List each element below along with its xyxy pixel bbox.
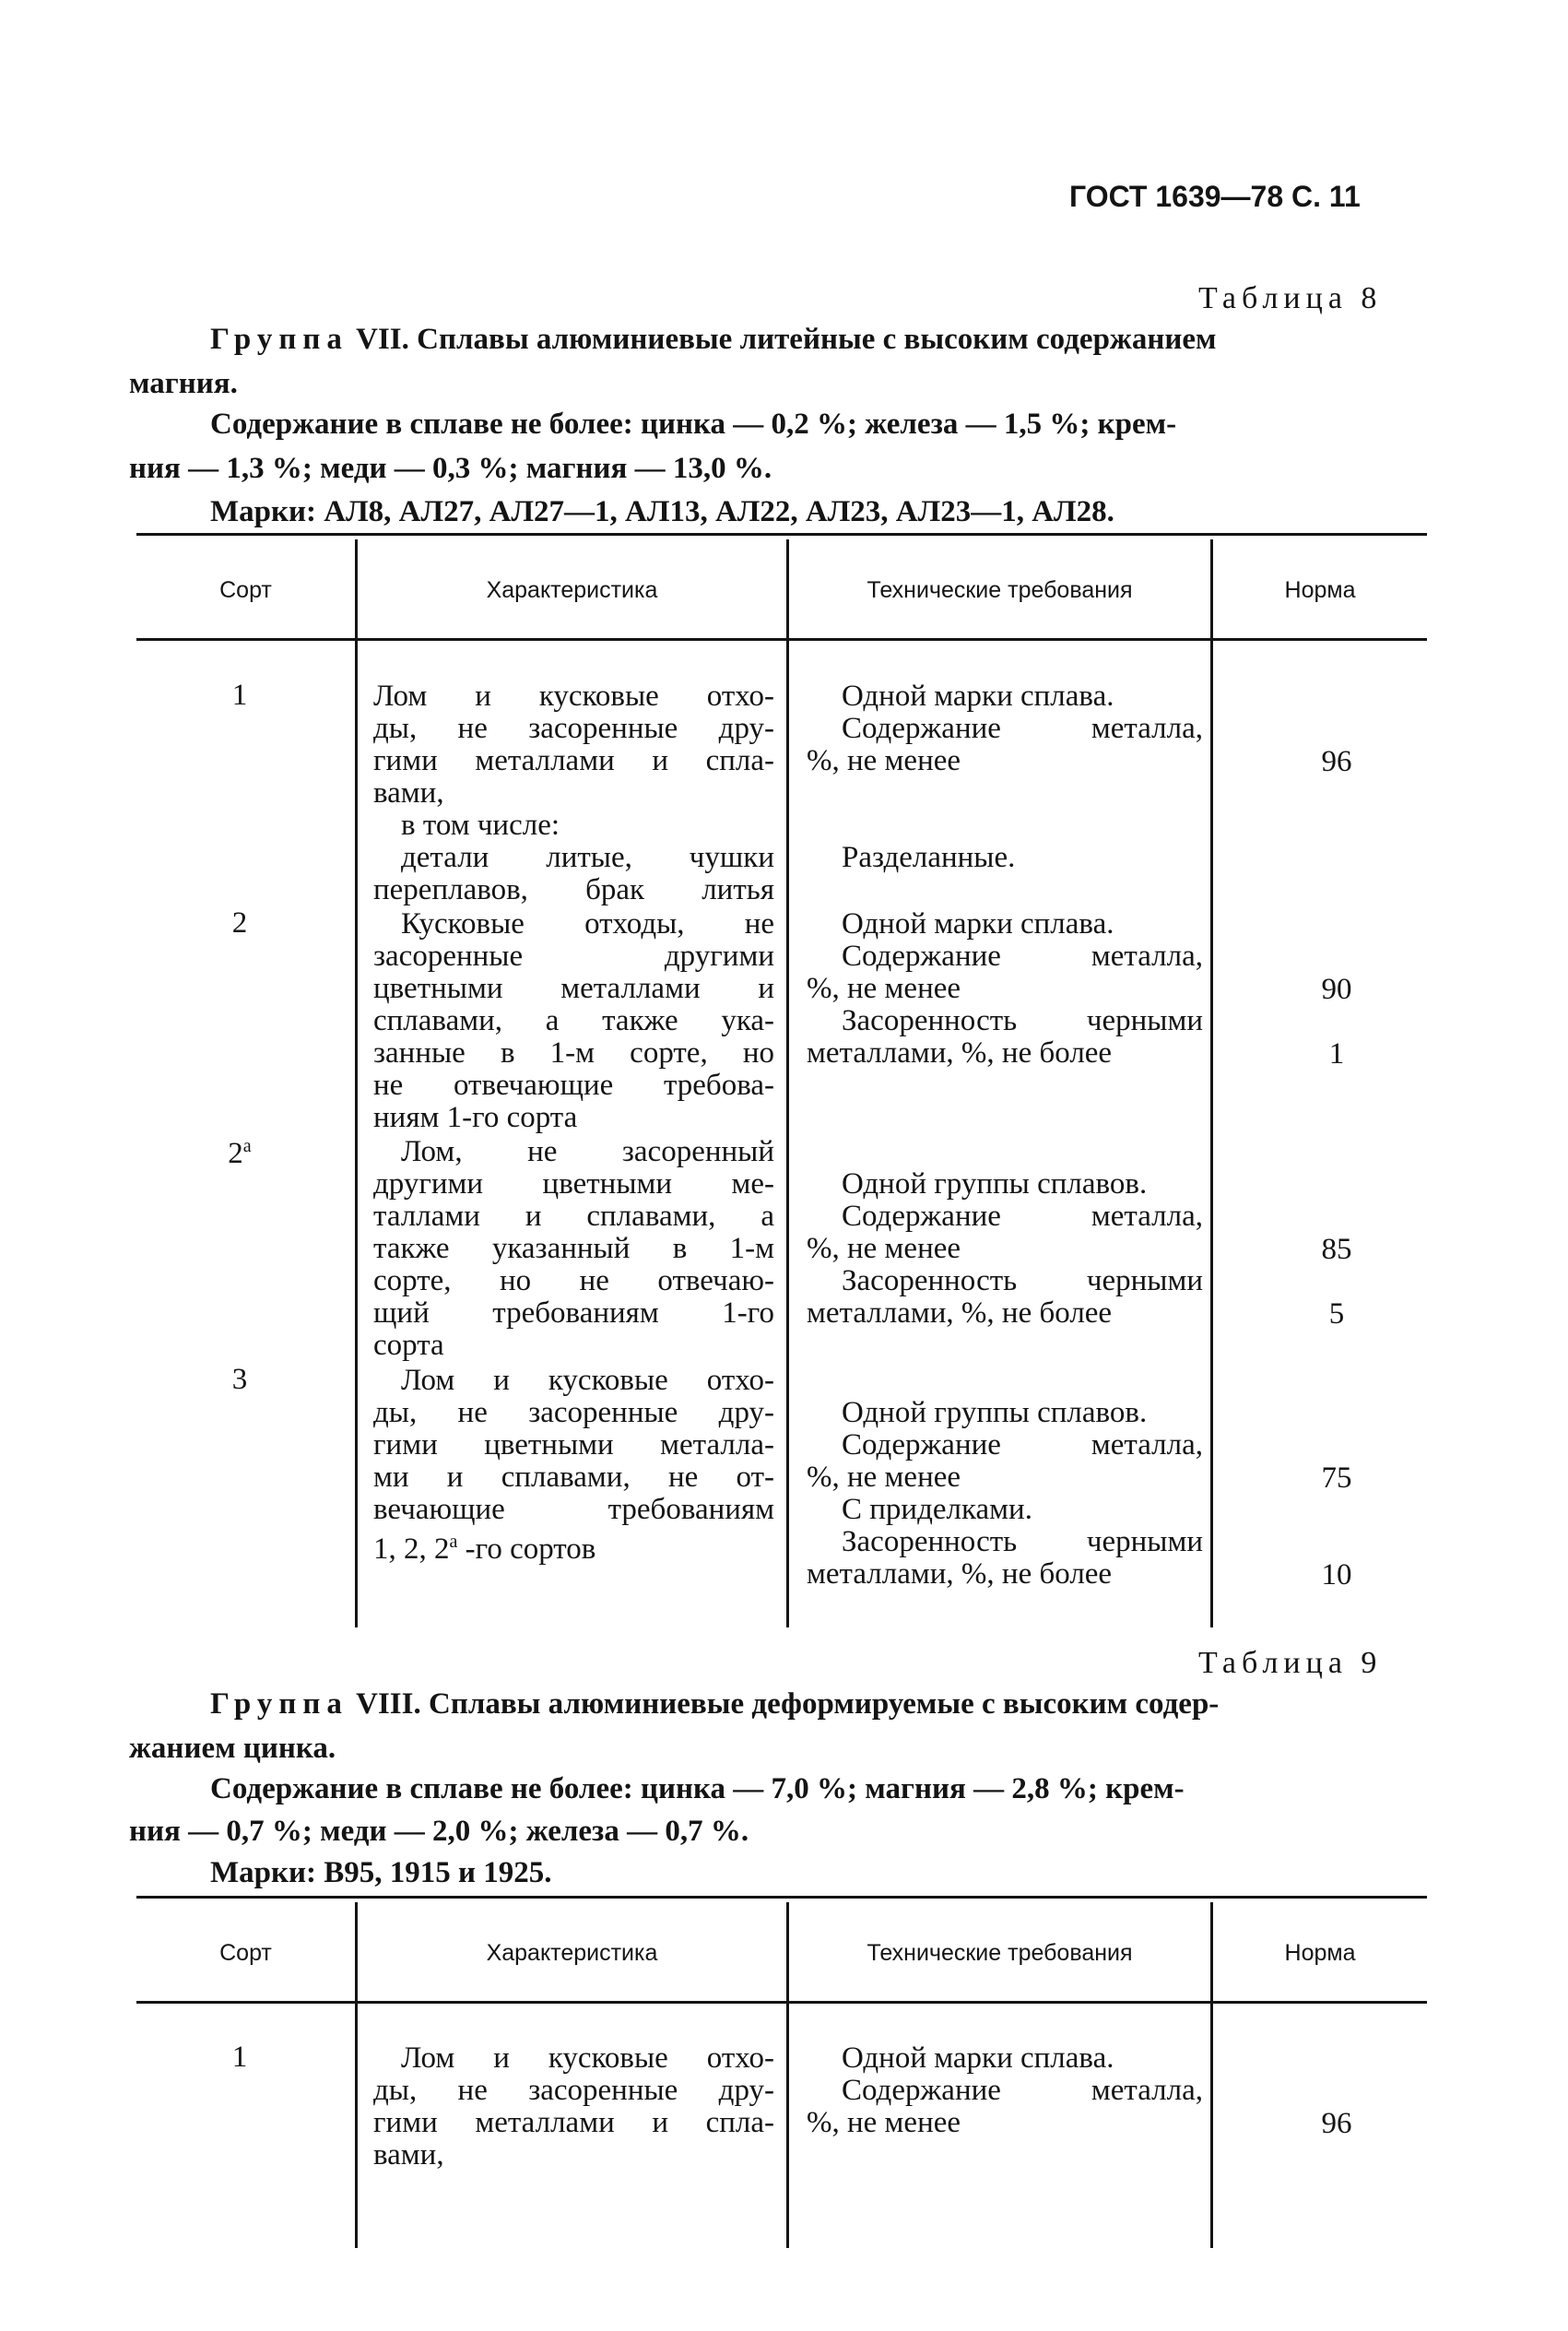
table8-row1-norm: 96 [1321, 745, 1352, 778]
table8-group-heading [210, 323, 1427, 357]
table9-top-rule [136, 1896, 1427, 1899]
table9-row1-norm: 96 [1321, 2107, 1352, 2140]
table8-header-requirements: Технические требования [867, 577, 1133, 603]
table8-row2-requirements: Одной марки сплава. Содержание металла, %, не менее Засоренность черными металлами, %, не более [807, 907, 1203, 1070]
table8-row3-norm-iron: 5 [1328, 1297, 1345, 1331]
table9-row1-characteristic: Лом и кусковые отхо- ды, не засоренные дру- гими металлами и спла- вами, [373, 2041, 774, 2171]
table9-grades: Марки: В95, 1915 и 1925. [210, 1856, 552, 1889]
table8-row4-norm-iron: 10 [1321, 1558, 1352, 1591]
table8-content-line2: ния — 1,3 %; меди — 0,3 %; магния — 13,0 %. [129, 452, 772, 485]
table8-header-norm: Норма [1284, 577, 1356, 603]
table9-header-norm: Норма [1284, 1940, 1356, 1966]
table9-row1-requirements: Одной марки сплава. Содержание металла, %, не менее [807, 2041, 1203, 2139]
table8-caption: Таблица 8 [1198, 281, 1383, 315]
table8-row4-requirements: Одной группы сплавов. Содержание металла, %, не менее С приделками. Засоренность черными металлами, %, не более [807, 1396, 1203, 1591]
table9-header-characteristic: Характеристика [486, 1940, 658, 1966]
table8-group-label: Группа [210, 323, 348, 356]
table9-row1-sort: 1 [231, 2041, 248, 2074]
table8-top-rule [136, 533, 1427, 536]
table8-group-title-line1: VII. Сплавы алюминиевые литейные с высоким содержанием [356, 323, 1217, 356]
table8-row1-sort: 1 [231, 679, 248, 712]
table8-row1-characteristic: Лом и кусковые отхо- ды, не засоренные дру- гими металлами и спла- вами, в том числе: детали литые, чушки переплавов, брак литья [373, 680, 774, 906]
table9-caption: Таблица 9 [1198, 1646, 1383, 1680]
page-header: ГОСТ 1639—78 С. 11 [1069, 180, 1361, 213]
table8-row1-requirements: Одной марки сплава. Содержание металла, %, не менее Разделанные. [807, 680, 1203, 874]
table9-content-line2: ния — 0,7 %; меди — 2,0 %; железа — 0,7 %. [129, 1815, 749, 1848]
table8-row2-characteristic: Кусковые отходы, не засоренные другими цветными металлами и сплавами, а также ука- занные в 1-м сорте, но не отвечающие требова- ниям 1-го сорта [373, 907, 774, 1134]
table8-header-sort: Сорт [219, 577, 272, 603]
table9-group-label: Группа [210, 1687, 348, 1721]
table8-row3-norm-metal: 85 [1321, 1233, 1352, 1266]
table9-group-title-line1: VIII. Сплавы алюминиевые деформируемые с высоким содер- [356, 1687, 1220, 1721]
table8-row4-norm-metal: 75 [1321, 1461, 1352, 1495]
table8-grades: Марки: АЛ8, АЛ27, АЛ27—1, АЛ13, АЛ22, АЛ23, АЛ23—1, АЛ28. [210, 495, 1114, 528]
table8-row3-requirements: Одной группы сплавов. Содержание металла, %, не менее Засоренность черными металлами, %, не более [807, 1167, 1203, 1330]
table8-col-divider-3 [1210, 539, 1213, 1627]
table9-group-title-line2: жанием цинка. [129, 1732, 336, 1765]
table9-group-heading [210, 1687, 1427, 1722]
table8-group-title-line2: магния. [129, 367, 238, 400]
table9-header-rule [136, 2001, 1427, 2004]
table8-header-rule [136, 638, 1427, 641]
table8-row2-sort: 2 [231, 906, 248, 940]
table8-col-divider-1 [355, 539, 358, 1627]
table8-row4-characteristic: Лом и кусковые отхо- ды, не засоренные дру- гими цветными металла- ми и сплавами, не от- вечающие требованиям 1, 2, $2^а$ -го сортов [373, 1364, 774, 1566]
table9-content-line1: Содержание в сплаве не более: цинка — 7,0 %; магния — 2,8 %; крем- [210, 1772, 1185, 1805]
table8-row2-norm-metal: 90 [1321, 973, 1352, 1006]
table8-row4-sort: 3 [231, 1363, 248, 1396]
table8-content-line1: Содержание в сплаве не более: цинка — 0,2 %; железа — 1,5 %; крем- [210, 408, 1177, 441]
table8-row3-sort: $2^а$ [228, 1136, 252, 1170]
table8-col-divider-2 [786, 539, 789, 1627]
table8-row3-characteristic: Лом, не засоренный другими цветными ме- таллами и сплавами, а также указанный в 1-м сорте, но не отвечаю- щий требованиям 1-го сорта [373, 1135, 774, 1362]
table9-header-requirements: Технические требования [867, 1940, 1133, 1966]
table8-header-characteristic: Характеристика [486, 577, 658, 603]
table9-header-sort: Сорт [219, 1940, 272, 1966]
table8-row2-norm-iron: 1 [1328, 1037, 1345, 1071]
